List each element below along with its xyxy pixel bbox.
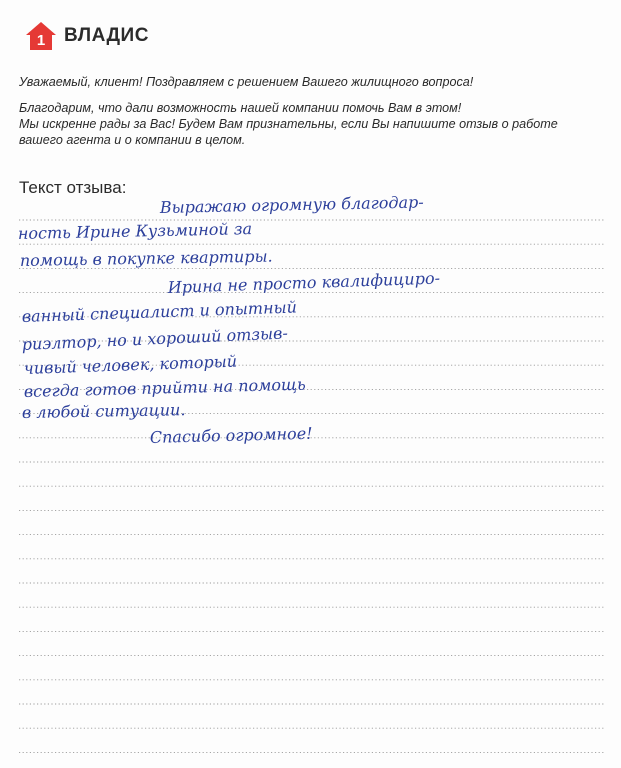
review-line: риэлтор, но и хороший отзыв- bbox=[21, 323, 289, 354]
review-title: Текст отзыва: bbox=[19, 178, 127, 197]
intro-request-2: вашего агента и о компании в целом. bbox=[19, 133, 246, 147]
review-line: помощь в покупке квартиры. bbox=[19, 246, 273, 270]
review-line: всегда готов прийти на помощь bbox=[23, 374, 306, 401]
review-line: чивый человек, который bbox=[23, 351, 238, 378]
brand-name: ВЛАДИС bbox=[64, 25, 149, 46]
intro-thanks: Благодарим, что дали возможность нашей компании помочь Вам в этом! bbox=[19, 101, 462, 115]
review-line: Спасибо огромное! bbox=[149, 423, 313, 447]
review-line: ванный специалист и опытный bbox=[21, 297, 298, 326]
review-line: Выражаю огромную благодар- bbox=[159, 192, 424, 217]
brand-badge-digit: 1 bbox=[36, 32, 46, 49]
intro-request-1: Мы искренне рады за Вас! Будем Вам признательны, если Вы напишите отзыв о работе bbox=[19, 117, 558, 131]
review-line: Ирина не просто квалифициро- bbox=[167, 268, 441, 297]
intro-greeting: Уважаемый, клиент! Поздравляем с решением Вашего жилищного вопроса! bbox=[19, 75, 474, 89]
review-line: ность Ирине Кузьминой за bbox=[17, 219, 253, 243]
review-line: в любой ситуации. bbox=[21, 400, 186, 422]
